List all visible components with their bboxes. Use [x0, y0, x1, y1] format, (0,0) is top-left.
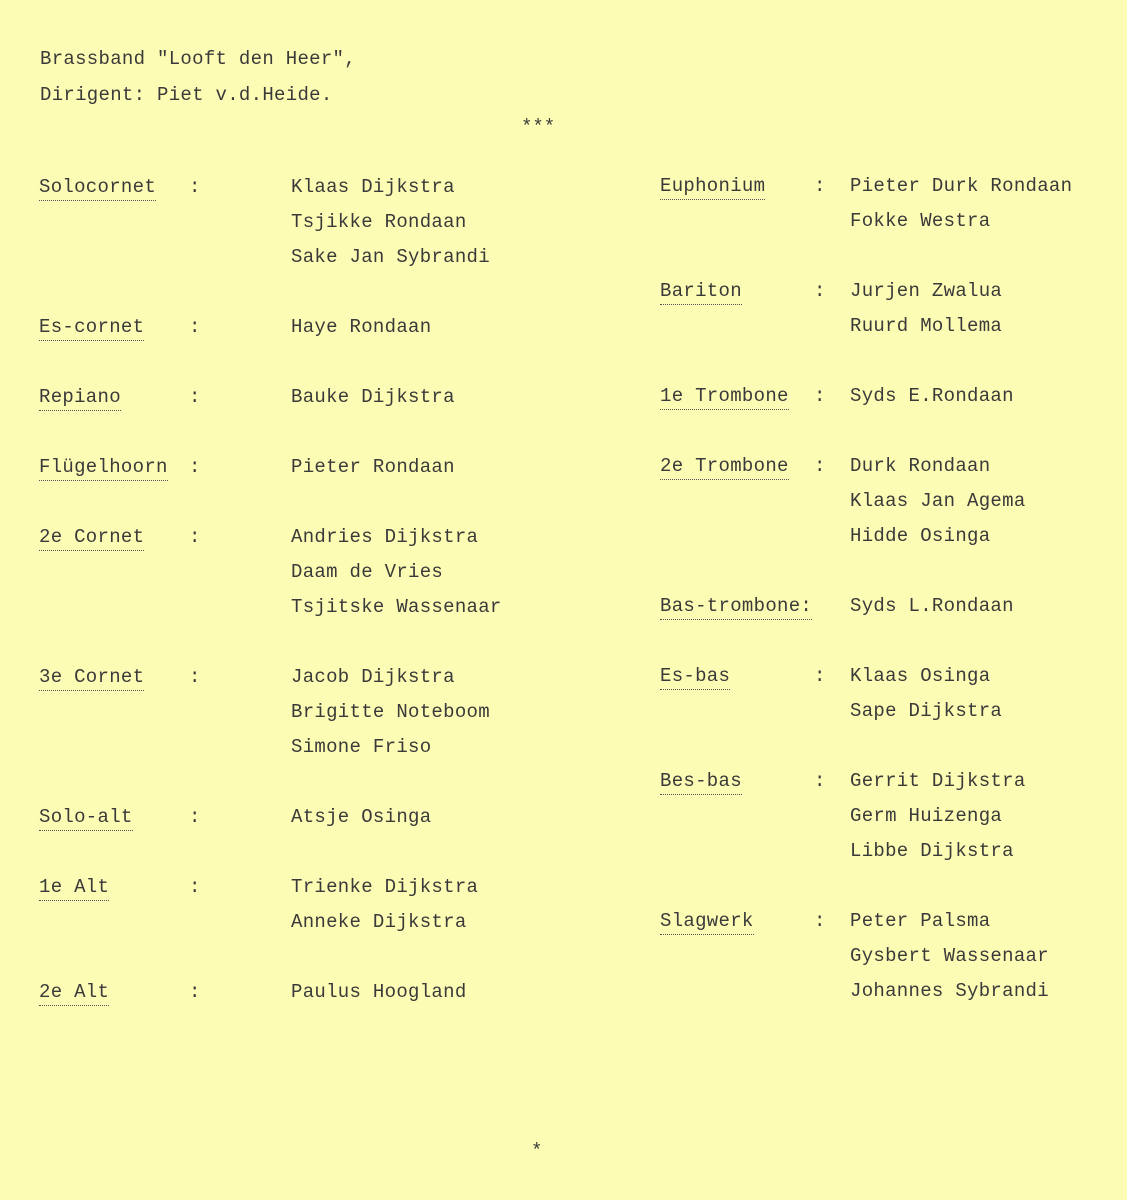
right-member-name: Jurjen Zwalua: [850, 280, 1003, 302]
right-section-colon: :: [814, 175, 826, 197]
left-section-label: 2e Cornet: [39, 526, 144, 551]
left-section-colon: :: [189, 386, 201, 408]
right-section-label: 2e Trombone: [660, 455, 789, 480]
right-member-name: Syds L.Rondaan: [850, 595, 1014, 617]
left-section-colon: :: [189, 981, 201, 1003]
right-section-colon: :: [814, 665, 826, 687]
left-section-colon: :: [189, 666, 201, 688]
right-member-name: Gysbert Wassenaar: [850, 945, 1049, 967]
right-member-name: Germ Huizenga: [850, 805, 1003, 827]
left-section-label: Solocornet: [39, 176, 156, 201]
left-member-name: Haye Rondaan: [291, 316, 432, 338]
right-member-name: Klaas Jan Agema: [850, 490, 1026, 512]
left-member-name: Brigitte Noteboom: [291, 701, 490, 723]
left-section-colon: :: [189, 806, 201, 828]
right-section-label: Euphonium: [660, 175, 765, 200]
right-section-label: Bariton: [660, 280, 742, 305]
left-section-colon: :: [189, 456, 201, 478]
left-section-colon: :: [189, 316, 201, 338]
left-member-name: Andries Dijkstra: [291, 526, 479, 548]
right-section-colon: :: [814, 910, 826, 932]
right-section-label: Es-bas: [660, 665, 730, 690]
right-member-name: Peter Palsma: [850, 910, 991, 932]
conductor-line: Dirigent: Piet v.d.Heide.: [40, 84, 333, 106]
right-member-name: Gerrit Dijkstra: [850, 770, 1026, 792]
right-member-name: Klaas Osinga: [850, 665, 991, 687]
left-member-name: Trienke Dijkstra: [291, 876, 479, 898]
right-member-name: Ruurd Mollema: [850, 315, 1003, 337]
right-member-name: Sape Dijkstra: [850, 700, 1003, 722]
right-section-colon: :: [814, 770, 826, 792]
left-section-colon: :: [189, 526, 201, 548]
left-member-name: Jacob Dijkstra: [291, 666, 455, 688]
band-title: Brassband "Looft den Heer",: [40, 48, 356, 70]
footer-mark: *: [531, 1140, 543, 1162]
right-member-name: Fokke Westra: [850, 210, 991, 232]
left-section-label: 3e Cornet: [39, 666, 144, 691]
left-section-label: 2e Alt: [39, 981, 109, 1006]
right-section-label: Bes-bas: [660, 770, 742, 795]
left-section-label: Flügelhoorn: [39, 456, 168, 481]
left-member-name: Paulus Hoogland: [291, 981, 467, 1003]
left-member-name: Atsje Osinga: [291, 806, 432, 828]
right-section-label: 1e Trombone: [660, 385, 789, 410]
right-member-name: Syds E.Rondaan: [850, 385, 1014, 407]
left-member-name: Simone Friso: [291, 736, 432, 758]
left-member-name: Sake Jan Sybrandi: [291, 246, 490, 268]
right-section-label: Bas-trombone:: [660, 595, 812, 620]
left-member-name: Daam de Vries: [291, 561, 444, 583]
left-section-label: Es-cornet: [39, 316, 144, 341]
right-member-name: Hidde Osinga: [850, 525, 991, 547]
right-section-colon: :: [814, 385, 826, 407]
right-section-label: Slagwerk: [660, 910, 754, 935]
left-member-name: Pieter Rondaan: [291, 456, 455, 478]
left-member-name: Klaas Dijkstra: [291, 176, 455, 198]
left-section-label: Repiano: [39, 386, 121, 411]
right-section-colon: :: [814, 280, 826, 302]
left-member-name: Bauke Dijkstra: [291, 386, 455, 408]
left-member-name: Tsjitske Wassenaar: [291, 596, 502, 618]
right-member-name: Libbe Dijkstra: [850, 840, 1014, 862]
left-member-name: Anneke Dijkstra: [291, 911, 467, 933]
left-section-colon: :: [189, 176, 201, 198]
right-section-colon: :: [814, 455, 826, 477]
separator: ***: [521, 116, 556, 138]
right-member-name: Pieter Durk Rondaan: [850, 175, 1073, 197]
left-section-label: Solo-alt: [39, 806, 133, 831]
left-section-label: 1e Alt: [39, 876, 109, 901]
right-member-name: Durk Rondaan: [850, 455, 991, 477]
right-member-name: Johannes Sybrandi: [850, 980, 1049, 1002]
left-member-name: Tsjikke Rondaan: [291, 211, 467, 233]
left-section-colon: :: [189, 876, 201, 898]
